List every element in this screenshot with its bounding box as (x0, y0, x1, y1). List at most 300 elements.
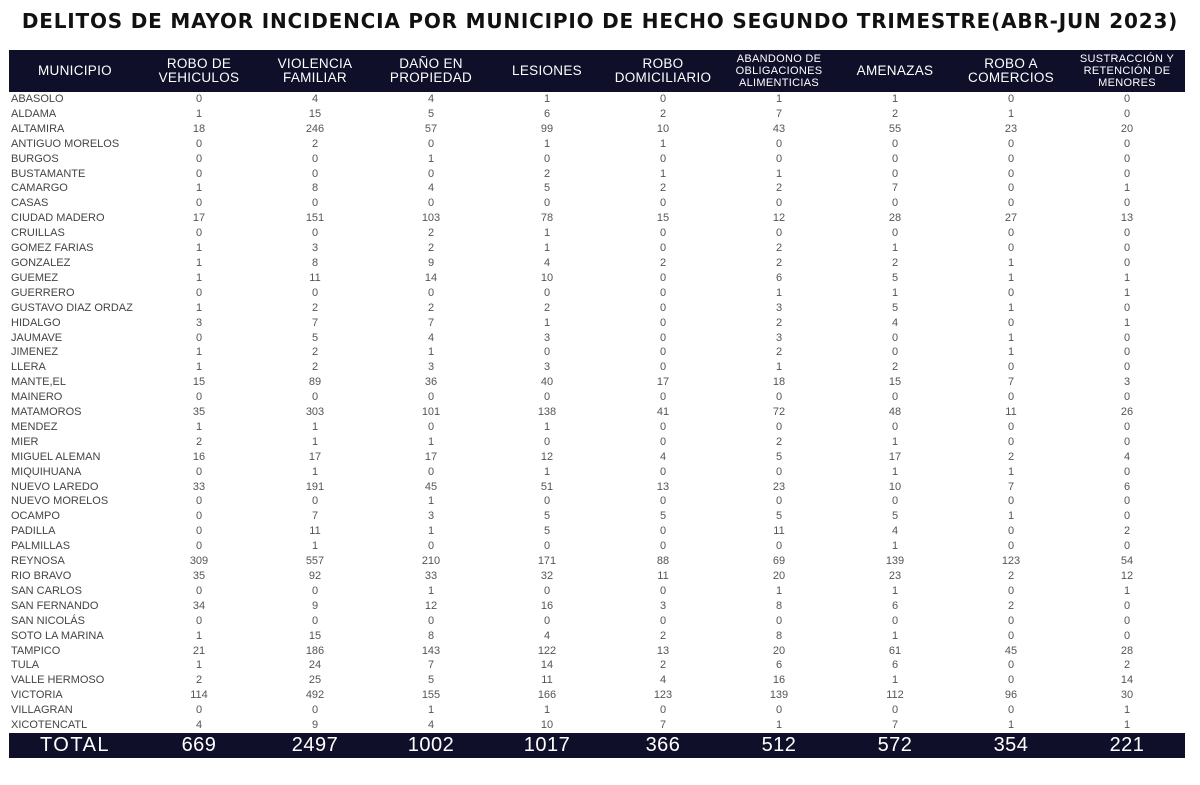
table-row (9, 435, 1185, 450)
value-cell: 0 (891, 495, 899, 508)
value-cell: 14 (540, 659, 554, 672)
municipio-cell: TAMPICO (11, 644, 61, 657)
municipio-cell: JIMENEZ (11, 346, 59, 359)
value-cell: 0 (195, 525, 203, 538)
total-robo-comercios: 354 (953, 733, 1069, 758)
value-cell: 0 (1007, 540, 1015, 553)
table-row (9, 658, 1185, 673)
value-cell: 557 (305, 555, 325, 568)
value-cell: 4 (1123, 450, 1131, 463)
value-cell: 1 (195, 271, 203, 284)
municipio-cell: ALDAMA (11, 107, 57, 120)
col-header-sustraccion-menores: SUSTRACCIÓN Y RETENCIÓN DE MENORES (1069, 50, 1185, 92)
value-cell: 69 (772, 555, 786, 568)
value-cell: 2 (659, 256, 667, 269)
value-cell: 0 (543, 286, 551, 299)
value-cell: 12 (1120, 570, 1134, 582)
value-cell: 1 (659, 167, 667, 180)
value-cell: 0 (427, 167, 435, 180)
value-cell: 17 (656, 376, 670, 389)
municipio-cell: VICTORIA (11, 689, 63, 702)
value-cell: 9 (311, 599, 319, 612)
municipio-cell: LLERA (11, 361, 46, 374)
value-cell: 78 (540, 212, 554, 225)
value-cell: 0 (1007, 495, 1015, 508)
table-row (9, 405, 1185, 420)
value-cell: 20 (1120, 122, 1134, 135)
value-cell: 0 (1123, 152, 1131, 165)
value-cell: 2 (659, 659, 667, 672)
value-cell: 0 (1123, 629, 1131, 642)
value-cell: 6 (891, 659, 899, 672)
municipio-cell: MENDEZ (11, 420, 58, 433)
value-cell: 1 (195, 420, 203, 433)
value-cell: 33 (424, 570, 438, 582)
value-cell: 0 (891, 227, 899, 240)
table-row (9, 569, 1185, 584)
value-cell: 2 (659, 107, 667, 120)
value-cell: 1 (1007, 346, 1015, 359)
value-cell: 1 (427, 152, 435, 165)
value-cell: 3 (427, 361, 435, 374)
value-cell: 0 (659, 435, 667, 448)
value-cell: 2 (775, 242, 783, 255)
value-cell: 8 (775, 599, 783, 612)
value-cell: 3 (543, 361, 551, 374)
value-cell: 51 (540, 480, 554, 493)
value-cell: 1 (311, 435, 319, 448)
value-cell: 0 (775, 495, 783, 508)
value-cell: 4 (543, 629, 551, 642)
value-cell: 11 (1005, 406, 1017, 419)
value-cell: 5 (775, 450, 783, 463)
municipio-cell: ABASOLO (11, 93, 64, 105)
value-cell: 0 (1007, 629, 1015, 642)
table-row (9, 554, 1185, 569)
col-header-lesiones: LESIONES (489, 50, 605, 92)
value-cell: 0 (195, 391, 203, 404)
municipio-cell: VILLAGRAN (11, 704, 73, 717)
value-cell: 27 (1004, 212, 1018, 225)
municipio-cell: PALMILLAS (11, 540, 71, 553)
municipio-cell: NUEVO MORELOS (11, 495, 109, 508)
table-row (9, 420, 1185, 435)
value-cell: 139 (769, 689, 789, 702)
total-violencia-familiar: 2497 (257, 733, 373, 758)
value-cell: 0 (543, 584, 551, 597)
value-cell: 23 (1004, 122, 1018, 135)
value-cell: 0 (427, 391, 435, 404)
value-cell: 1 (195, 659, 203, 672)
value-cell: 151 (305, 212, 325, 225)
municipio-cell: CASAS (11, 197, 49, 210)
municipio-cell: MATAMOROS (11, 406, 82, 419)
table-row (9, 539, 1185, 554)
value-cell: 1 (543, 242, 551, 255)
value-cell: 0 (775, 197, 783, 210)
value-cell: 2 (1123, 659, 1131, 672)
value-cell: 0 (1007, 197, 1015, 210)
municipio-cell: MAINERO (11, 391, 63, 404)
value-cell: 1 (1007, 256, 1015, 269)
value-cell: 1 (1007, 510, 1015, 523)
municipio-cell: GOMEZ FARIAS (11, 242, 94, 255)
value-cell: 0 (195, 584, 203, 597)
value-cell: 1 (1007, 465, 1015, 478)
value-cell: 2 (775, 435, 783, 448)
value-cell: 123 (653, 689, 673, 702)
value-cell: 48 (888, 406, 902, 419)
value-cell: 0 (775, 540, 783, 553)
value-cell: 1 (1123, 271, 1131, 284)
value-cell: 0 (1123, 391, 1131, 404)
value-cell: 0 (427, 465, 435, 478)
value-cell: 0 (543, 346, 551, 359)
value-cell: 309 (189, 555, 209, 568)
col-header-robo-vehiculos: ROBO DE VEHICULOS (141, 50, 257, 92)
incidence-table (9, 50, 1185, 758)
value-cell: 1 (195, 346, 203, 359)
value-cell: 1 (427, 495, 435, 508)
value-cell: 5 (891, 271, 899, 284)
value-cell: 1 (891, 629, 899, 642)
municipio-cell: HIDALGO (11, 316, 61, 329)
table-row (9, 316, 1185, 331)
value-cell: 99 (540, 122, 554, 135)
municipio-cell: BURGOS (11, 152, 59, 165)
value-cell: 1 (775, 93, 783, 105)
value-cell: 0 (659, 331, 667, 344)
value-cell: 1 (195, 242, 203, 255)
value-cell: 10 (888, 480, 902, 493)
value-cell: 15 (192, 376, 206, 389)
value-cell: 1 (1123, 584, 1131, 597)
value-cell: 3 (195, 316, 203, 329)
value-cell: 11 (657, 570, 669, 582)
municipio-cell: MIQUIHUANA (11, 465, 82, 478)
municipio-cell: SOTO LA MARINA (11, 629, 104, 642)
table-row (9, 301, 1185, 316)
value-cell: 0 (195, 197, 203, 210)
value-cell: 0 (195, 137, 203, 150)
municipio-cell: RIO BRAVO (11, 570, 72, 582)
value-cell: 0 (543, 152, 551, 165)
value-cell: 186 (305, 644, 325, 657)
value-cell: 0 (1007, 182, 1015, 195)
value-cell: 0 (543, 614, 551, 627)
value-cell: 1 (543, 316, 551, 329)
value-cell: 0 (891, 331, 899, 344)
value-cell: 6 (1123, 480, 1131, 493)
municipio-cell: ALTAMIRA (11, 122, 65, 135)
value-cell: 1 (543, 227, 551, 240)
value-cell: 1 (891, 286, 899, 299)
value-cell: 1 (195, 629, 203, 642)
value-cell: 17 (424, 450, 438, 463)
value-cell: 0 (195, 465, 203, 478)
municipio-cell: ANTIGUO MORELOS (11, 137, 120, 150)
value-cell: 1 (543, 704, 551, 717)
value-cell: 0 (659, 271, 667, 284)
value-cell: 191 (305, 480, 325, 493)
value-cell: 0 (427, 137, 435, 150)
value-cell: 0 (195, 704, 203, 717)
value-cell: 3 (659, 599, 667, 612)
col-header-robo-comercios: ROBO A COMERCIOS (953, 50, 1069, 92)
value-cell: 112 (886, 689, 904, 702)
value-cell: 0 (1007, 227, 1015, 240)
value-cell: 1 (1123, 704, 1131, 717)
value-cell: 10 (540, 271, 554, 284)
value-cell: 1 (891, 435, 899, 448)
value-cell: 0 (1007, 584, 1015, 597)
value-cell: 1 (195, 301, 203, 314)
value-cell: 0 (1123, 107, 1131, 120)
value-cell: 92 (308, 570, 322, 582)
value-cell: 0 (311, 584, 319, 597)
municipio-cell: XICOTENCATL (11, 719, 88, 732)
value-cell: 5 (311, 331, 319, 344)
value-cell: 155 (421, 689, 441, 702)
value-cell: 0 (659, 525, 667, 538)
value-cell: 3 (427, 510, 435, 523)
municipio-cell: CIUDAD MADERO (11, 212, 105, 225)
value-cell: 1 (311, 465, 319, 478)
value-cell: 210 (421, 555, 441, 568)
table-row (9, 375, 1185, 390)
value-cell: 0 (1007, 137, 1015, 150)
value-cell: 23 (888, 570, 902, 582)
value-cell: 5 (543, 182, 551, 195)
value-cell: 1 (775, 167, 783, 180)
value-cell: 10 (656, 122, 670, 135)
value-cell: 5 (543, 510, 551, 523)
municipio-cell: SAN CARLOS (11, 584, 82, 597)
value-cell: 122 (537, 644, 557, 657)
value-cell: 17 (192, 212, 206, 225)
value-cell: 21 (192, 644, 206, 657)
municipio-cell: REYNOSA (11, 555, 65, 568)
value-cell: 15 (656, 212, 670, 225)
value-cell: 0 (543, 540, 551, 553)
value-cell: 0 (659, 227, 667, 240)
municipio-cell: MANTE,EL (11, 376, 67, 389)
table-row (9, 644, 1185, 659)
value-cell: 11 (309, 525, 321, 538)
value-cell: 15 (888, 376, 902, 389)
table-row (9, 286, 1185, 301)
value-cell: 17 (308, 450, 322, 463)
value-cell: 1 (427, 525, 435, 538)
value-cell: 0 (543, 435, 551, 448)
value-cell: 4 (891, 316, 899, 329)
value-cell: 7 (311, 316, 319, 329)
value-cell: 2 (891, 361, 899, 374)
value-cell: 2 (1007, 450, 1015, 463)
table-row (9, 211, 1185, 226)
value-cell: 0 (195, 331, 203, 344)
value-cell: 0 (427, 540, 435, 553)
table-row (9, 122, 1185, 137)
value-cell: 0 (891, 197, 899, 210)
value-cell: 3 (775, 331, 783, 344)
table-row (9, 524, 1185, 539)
value-cell: 5 (427, 107, 435, 120)
value-cell: 0 (775, 227, 783, 240)
value-cell: 0 (1123, 495, 1131, 508)
value-cell: 2 (543, 301, 551, 314)
value-cell: 1 (775, 286, 783, 299)
value-cell: 166 (537, 689, 557, 702)
value-cell: 0 (1007, 152, 1015, 165)
value-cell: 0 (775, 420, 783, 433)
value-cell: 88 (656, 555, 670, 568)
value-cell: 10 (540, 719, 554, 732)
municipio-cell: MIER (11, 435, 39, 448)
value-cell: 11 (541, 674, 553, 687)
value-cell: 8 (311, 256, 319, 269)
table-row (9, 256, 1185, 271)
table-row (9, 137, 1185, 152)
municipio-cell: CAMARGO (11, 182, 68, 195)
value-cell: 0 (891, 420, 899, 433)
value-cell: 15 (308, 629, 322, 642)
value-cell: 2 (427, 227, 435, 240)
value-cell: 1 (891, 674, 899, 687)
value-cell: 1 (427, 704, 435, 717)
value-cell: 4 (891, 525, 899, 538)
value-cell: 1 (891, 242, 899, 255)
value-cell: 41 (656, 406, 670, 419)
value-cell: 0 (659, 540, 667, 553)
value-cell: 1 (427, 584, 435, 597)
value-cell: 3 (1123, 376, 1131, 389)
table-row (9, 703, 1185, 718)
value-cell: 34 (192, 599, 206, 612)
value-cell: 32 (540, 570, 554, 582)
value-cell: 12 (424, 599, 438, 612)
value-cell: 55 (888, 122, 902, 135)
value-cell: 45 (424, 480, 438, 493)
value-cell: 2 (195, 435, 203, 448)
value-cell: 0 (543, 197, 551, 210)
total-sustraccion-menores: 221 (1069, 733, 1185, 758)
table-row (9, 688, 1185, 703)
value-cell: 171 (537, 555, 557, 568)
value-cell: 2 (427, 301, 435, 314)
value-cell: 0 (427, 614, 435, 627)
value-cell: 1 (1123, 719, 1131, 732)
value-cell: 5 (891, 510, 899, 523)
value-cell: 8 (427, 629, 435, 642)
value-cell: 0 (1007, 704, 1015, 717)
value-cell: 18 (192, 122, 206, 135)
value-cell: 14 (1120, 674, 1134, 687)
value-cell: 0 (659, 465, 667, 478)
value-cell: 0 (891, 137, 899, 150)
value-cell: 2 (311, 361, 319, 374)
municipio-cell: NUEVO LAREDO (11, 480, 99, 493)
table-row (9, 241, 1185, 256)
value-cell: 0 (1123, 435, 1131, 448)
value-cell: 0 (775, 465, 783, 478)
value-cell: 0 (311, 391, 319, 404)
value-cell: 1 (311, 540, 319, 553)
value-cell: 0 (1007, 286, 1015, 299)
value-cell: 15 (308, 107, 322, 120)
value-cell: 101 (421, 406, 441, 419)
value-cell: 40 (540, 376, 554, 389)
value-cell: 0 (311, 152, 319, 165)
value-cell: 0 (1007, 674, 1015, 687)
value-cell: 0 (311, 495, 319, 508)
value-cell: 0 (195, 152, 203, 165)
table-row (9, 494, 1185, 509)
value-cell: 36 (424, 376, 438, 389)
value-cell: 25 (308, 674, 322, 687)
municipio-cell: JAUMAVE (11, 331, 63, 344)
value-cell: 4 (311, 93, 319, 105)
value-cell: 0 (891, 614, 899, 627)
value-cell: 7 (1007, 376, 1015, 389)
value-cell: 1 (543, 137, 551, 150)
value-cell: 1 (891, 540, 899, 553)
value-cell: 0 (1007, 242, 1015, 255)
value-cell: 0 (659, 614, 667, 627)
table-footer (9, 733, 1185, 758)
value-cell: 1 (195, 107, 203, 120)
value-cell: 35 (192, 570, 206, 582)
table-row (9, 226, 1185, 241)
value-cell: 0 (1123, 301, 1131, 314)
value-cell: 2 (775, 182, 783, 195)
value-cell: 1 (891, 93, 899, 105)
value-cell: 9 (427, 256, 435, 269)
value-cell: 0 (891, 346, 899, 359)
value-cell: 4 (427, 331, 435, 344)
table-row (9, 599, 1185, 614)
municipio-cell: CRUILLAS (11, 227, 65, 240)
value-cell: 0 (775, 704, 783, 717)
value-cell: 1 (1007, 271, 1015, 284)
value-cell: 143 (421, 644, 441, 657)
value-cell: 2 (195, 674, 203, 687)
value-cell: 3 (311, 242, 319, 255)
value-cell: 123 (1001, 555, 1021, 568)
value-cell: 2 (891, 107, 899, 120)
header-row (9, 50, 1185, 92)
total-label: TOTAL (9, 733, 141, 758)
value-cell: 0 (1123, 540, 1131, 553)
table-row (9, 152, 1185, 167)
value-cell: 0 (1123, 93, 1131, 105)
value-cell: 0 (195, 167, 203, 180)
value-cell: 303 (305, 406, 325, 419)
table-row (9, 92, 1185, 107)
value-cell: 1 (1007, 719, 1015, 732)
value-cell: 12 (540, 450, 554, 463)
value-cell: 1 (1123, 286, 1131, 299)
value-cell: 0 (1007, 614, 1015, 627)
col-header-municipio: MUNICIPIO (9, 50, 141, 92)
value-cell: 11 (773, 525, 785, 538)
table-row (9, 450, 1185, 465)
value-cell: 4 (427, 182, 435, 195)
value-cell: 1 (195, 256, 203, 269)
total-abandono-obligaciones: 512 (721, 733, 837, 758)
value-cell: 2 (775, 256, 783, 269)
table-row (9, 271, 1185, 286)
